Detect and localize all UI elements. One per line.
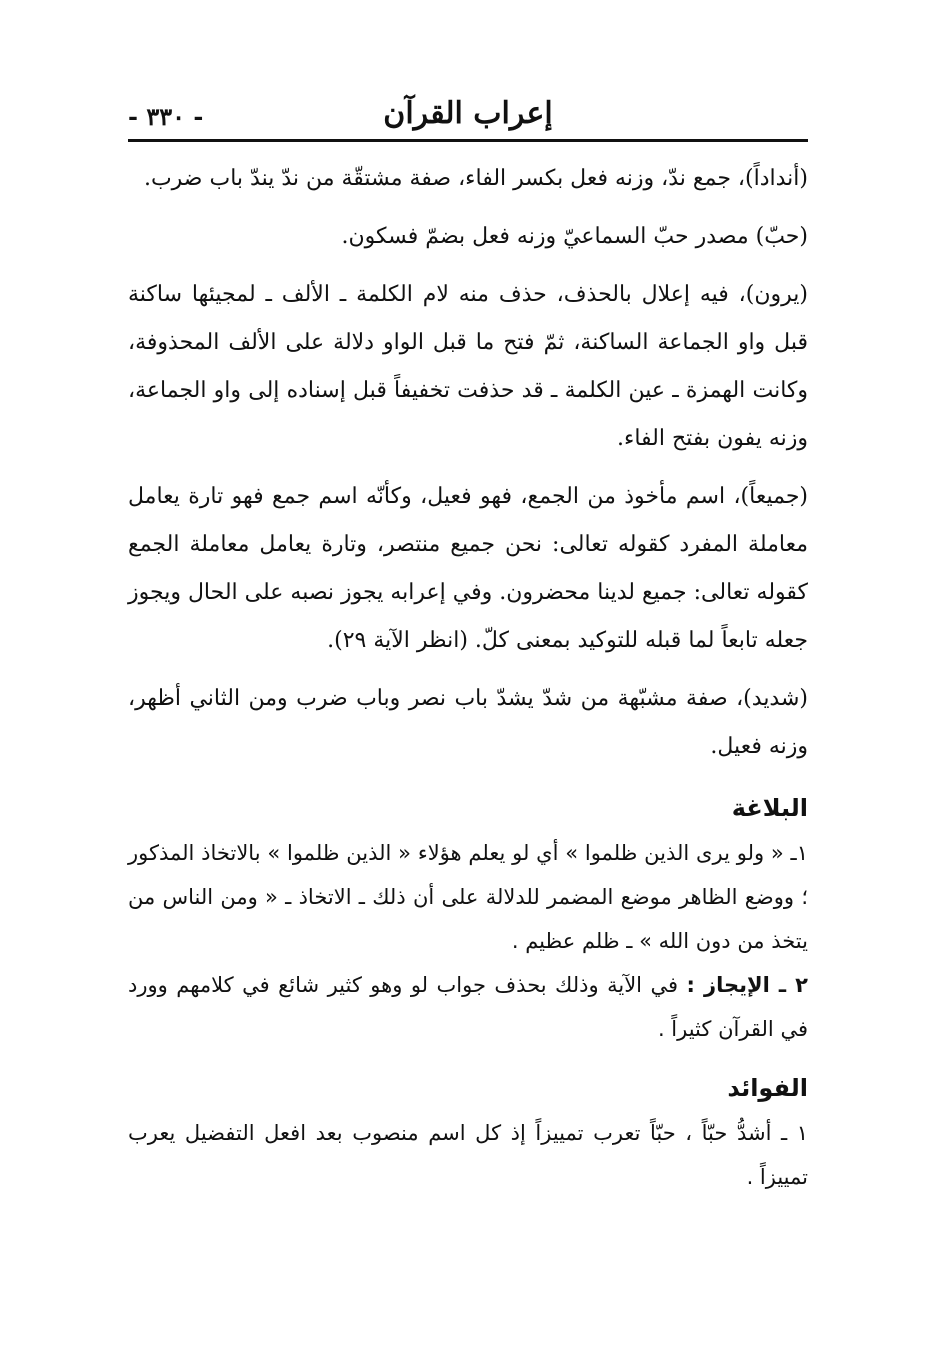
balagha-item-2 <box>128 963 808 1051</box>
page-number: - ٣٣٠ - <box>128 102 204 131</box>
header-rule <box>128 139 808 142</box>
paragraph-shadid: (شديد)، صفة مشبّهة من شدّ يشدّ باب نصر وباب ضرب ومن الثاني أظهر، وزنه فعيل. <box>128 686 808 759</box>
balagha-item-1: ١ـ « ولو يرى الذين ظلموا » أي لو يعلم هؤلاء « الذين ظلموا » بالاتخاذ المذكور ؛ ووضع الظاهر موضع المضمر للدلالة على أن ذلك ـ الاتخاذ ـ « ومن الناس من يتخذ من دون الله » ـ ظلم عظيم . <box>128 841 808 953</box>
fawaid-item-1: ١ ـ أشدُّ حبّاً ، حبّاً تعرب تمييزاً إذ كل اسم منصوب بعد افعل التفضيل يعرب تمييزاً . <box>128 1121 808 1189</box>
balagha-item-2-text: في الآية وذلك بحذف جواب لو وهو كثير شائع في كلامهم وورد في القرآن كثيراً . <box>128 973 808 1041</box>
page-content <box>128 155 808 1199</box>
section-heading-balagha: البلاغة <box>731 794 808 822</box>
balagha-item-2-term: ٢ ـ الإيجاز : <box>686 973 808 997</box>
page-header <box>128 92 808 138</box>
book-title: إعراب القرآن <box>383 96 553 131</box>
paragraph-hubb: (حبّ) مصدر حبّ السماعيّ وزنه فعل بضمّ فسكون. <box>341 224 808 249</box>
paragraph-jamian: (جميعاً)، اسم مأخوذ من الجمع، فهو فعيل، وكأنّه اسم جمع فهو تارة يعامل معاملة المفرد كقوله تعالى: نحن جميع منتصر، وتارة يعامل معاملة الجمع كقوله تعالى: جميع لدينا محضرون. وفي إعرابه يجوز نصبه على الحال ويجوز جعله تابعاً لما قبله للتوكيد بمعنى كلّ. (انظر الآية ٢٩). <box>128 484 808 653</box>
section-heading-fawaid: الفوائد <box>727 1074 808 1102</box>
paragraph-yarawn: (يرون)، فيه إعلال بالحذف، حذف منه لام الكلمة ـ الألف ـ لمجيئها ساكنة قبل واو الجماعة الساكنة، ثمّ فتح ما قبل الواو دلالة على الألف المحذوفة، وكانت الهمزة ـ عين الكلمة ـ قد حذفت تخفيفاً قبل إسناده إلى واو الجماعة، وزنه يفون بفتح الفاء. <box>128 282 808 451</box>
paragraph-andadan: (أنداداً)، جمع ندّ، وزنه فعل بكسر الفاء، صفة مشتقّة من ندّ يندّ باب ضرب. <box>143 166 808 191</box>
